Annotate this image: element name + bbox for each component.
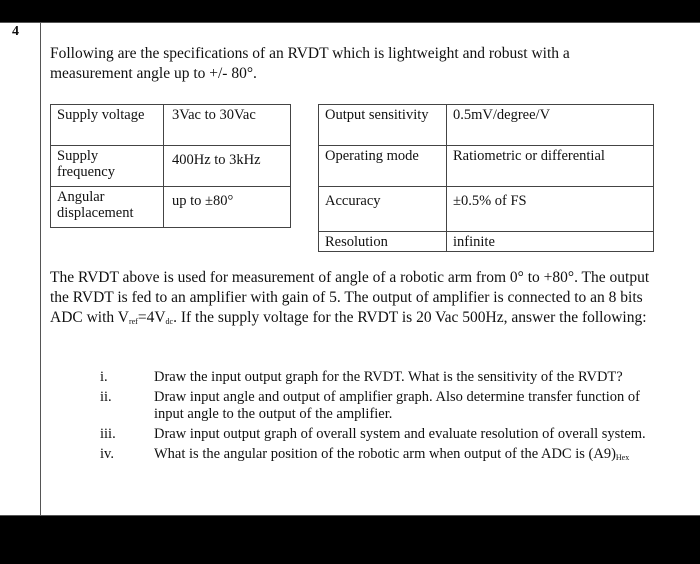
sub-question-list [50,369,650,469]
sub-question-text: Draw input output graph of overall system and evaluate resolution of overall system. [154,426,646,442]
sub-question [50,369,650,386]
subscript-ref: ref [128,317,138,326]
spec-row-supply-frequency [51,146,291,187]
question-number: 4 [12,24,19,39]
question-number-column-border [40,22,41,516]
spec-label: Resolution [319,232,447,252]
spec-label: Angular displacement [51,187,164,228]
spec-label: Operating mode [319,146,447,187]
subscript-hex: Hex [615,453,630,462]
sub-question-text: What is the angular position of the robotic arm when output of the ADC is (A9) [154,446,616,462]
intro-text: Following are the specifications of an RVDT which is lightweight and robust with a measurement angle up to +/- 80°. [50,45,570,82]
subscript-dc: dc [165,317,174,326]
spec-value: 0.5mV/degree/V [447,105,654,146]
spec-value: up to ±80° [164,187,291,228]
sub-question-numeral: ii. [100,389,112,405]
spec-row-angular-displacement [51,187,291,228]
spec-row-resolution [319,232,654,252]
spec-label: Supply frequency [51,146,164,187]
spec-value: infinite [447,232,654,252]
paragraph-part-3: . If the supply voltage for the RVDT is 20 Vac 500Hz, answer the following: [173,309,647,326]
page-top-rule [0,22,700,23]
paragraph-part-1: The RVDT above is used for measurement of angle of a robotic arm from 0° to +80°. The output the RVDT is fed to an amplifier with gain of 5. The output of amplifier is connected to an 8 bits ADC with V [50,269,650,326]
spec-value: Ratiometric or differential [447,146,654,187]
page-bottom-rule [0,515,700,516]
spec-label: Accuracy [319,187,447,232]
sub-question [50,389,650,423]
sub-question-numeral: iii. [100,426,116,442]
sub-question-numeral: i. [100,369,108,385]
sub-question-text: Draw input angle and output of amplifier graph. Also determine transfer function of input angle to the output of the amplifier. [154,389,641,422]
problem-paragraph [50,268,650,332]
spec-row-supply-voltage [51,105,291,146]
spec-label: Supply voltage [51,105,164,146]
spec-row-accuracy [319,187,654,232]
spec-row-output-sensitivity [319,105,654,146]
paragraph-part-2: =4V [137,309,166,326]
spec-row-operating-mode [319,146,654,187]
sub-question-numeral: iv. [100,446,114,462]
spec-value: 400Hz to 3kHz [164,146,291,187]
spec-table-right [318,104,654,252]
sub-question [50,426,650,443]
sub-question-text: Draw the input output graph for the RVDT. What is the sensitivity of the RVDT? [154,369,623,385]
spec-value: ±0.5% of FS [447,187,654,232]
sub-question [50,446,650,466]
spec-value: 3Vac to 30Vac [164,105,291,146]
spec-label: Output sensitivity [319,105,447,146]
spec-table-left [50,104,291,228]
